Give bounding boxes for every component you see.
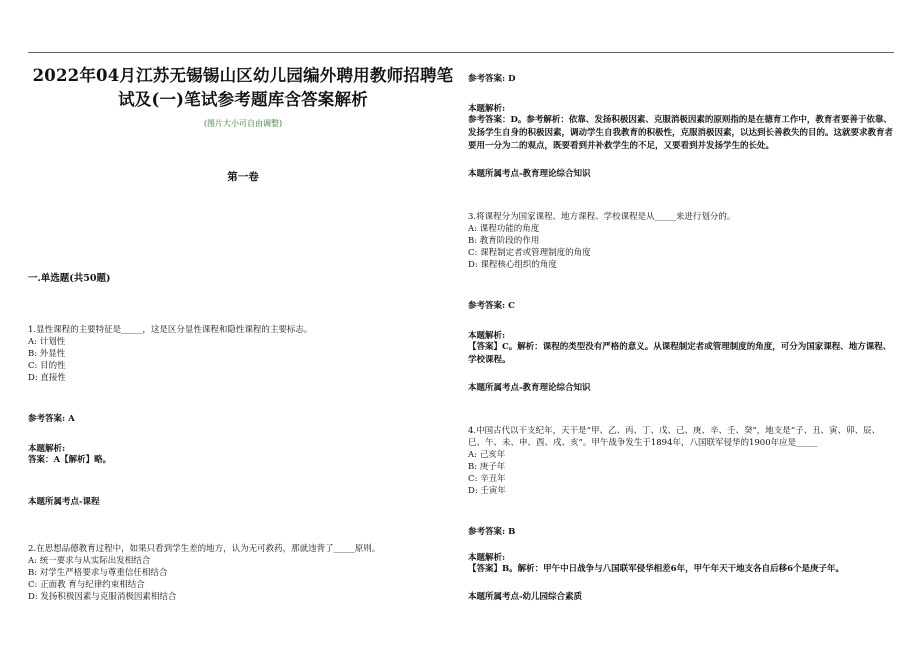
explanation-text: 【答案】B。解析：甲午中日战争与八国联军侵华相差6年，甲午年天干地支各自后移6个是庚子年。 bbox=[468, 564, 845, 574]
topic-line: 本题所属考点-教育理论综合知识 bbox=[468, 383, 591, 393]
question-option: B: 外显性 bbox=[28, 349, 66, 359]
explanation-text: 【答案】C。解析：课程的类型没有严格的意义。从课程制定者或管理制度的角度，可分为国家课程、地方课程、学校课程。 bbox=[468, 342, 892, 365]
right-column bbox=[468, 64, 894, 602]
question-option: B: 教育阶段的作用 bbox=[468, 236, 540, 246]
volume-heading: 第一卷 bbox=[227, 171, 259, 183]
question-option: C: 辛丑年 bbox=[468, 474, 506, 484]
question-stem: 2.在思想品德教育过程中，如果只看到学生差的地方，认为无可救药，那就违背了_____原则。 bbox=[28, 544, 381, 554]
explanation-text: 参考答案：D。参考解析：依靠、发扬积极因素、克服消极因素的原则指的是在德育工作中，教育者要善于依靠、发扬学生自身的积极因素，调动学生自我教育的积极性，克服消极因素，以达到长善救失的目的。这就要求教育者要用一分为二的观点，既要看到并补救学生的不足，又要看到并发扬学生的长处。 bbox=[468, 115, 894, 151]
topic-line: 本题所属考点-教育理论综合知识 bbox=[468, 169, 591, 179]
document-title: 2022年04月江苏无锡锡山区幼儿园编外聘用教师招聘笔试及(一)笔试参考题库含答案解析 bbox=[32, 66, 454, 109]
question-option: C: 目的性 bbox=[28, 361, 66, 371]
explanation-text: 答案：A【解析】略。 bbox=[28, 455, 112, 465]
section-heading: 一.单选题(共50题) bbox=[28, 273, 111, 284]
top-rule bbox=[28, 52, 894, 53]
answer-line: 参考答案: D bbox=[468, 74, 516, 84]
question-option: C: 课程制定者或管理制度的角度 bbox=[468, 248, 591, 258]
question-2 bbox=[28, 543, 458, 603]
question-4 bbox=[468, 425, 894, 497]
answer-line: 参考答案: C bbox=[468, 301, 515, 311]
question-stem: 3.将课程分为国家课程、地方课程、学校课程是从_____来进行划分的。 bbox=[468, 212, 736, 222]
topic-line: 本题所属考点-幼儿园综合素质 bbox=[468, 592, 583, 602]
question-option: D: 发扬积极因素与克服消极因素相结合 bbox=[28, 592, 177, 602]
question-option: C: 正面教 育与纪律约束相结合 bbox=[28, 580, 145, 590]
answer-line: 参考答案: B bbox=[468, 527, 516, 537]
question-option: A: 计划性 bbox=[28, 337, 66, 347]
question-option: D: 直接性 bbox=[28, 373, 66, 383]
question-stem: 1.显性课程的主要特征是_____，这是区分显性课程和隐性课程的主要标志。 bbox=[28, 325, 313, 335]
topic-line: 本题所属考点-课程 bbox=[28, 497, 100, 507]
left-column bbox=[28, 64, 458, 603]
explanation-label: 本题解析: bbox=[28, 444, 66, 454]
document-subtitle: (图片大小可自由调整) bbox=[203, 119, 283, 128]
explanation-label: 本题解析: bbox=[468, 331, 506, 341]
explanation-label: 本题解析: bbox=[468, 553, 506, 563]
question-3 bbox=[468, 211, 894, 271]
question-option: B: 对学生严格要求与尊重信任相结合 bbox=[28, 568, 168, 578]
question-stem: 4.中国古代以干支纪年，天干是“甲、乙、丙、丁、戊、己、庚、辛、壬、癸”，地支是“子、丑、寅、卯、辰、巳、午、未、申、酉、戌、亥”。甲午战争发生于1894年，八国联军侵华的1900年应是_____ bbox=[468, 426, 881, 448]
question-option: A: 统一要求与从实际出发相结合 bbox=[28, 556, 151, 566]
question-option: A: 课程功能的角度 bbox=[468, 224, 540, 234]
answer-line: 参考答案: A bbox=[28, 414, 75, 424]
question-option: D: 课程核心组织的角度 bbox=[468, 260, 557, 270]
explanation-label: 本题解析: bbox=[468, 104, 506, 114]
question-option: D: 壬寅年 bbox=[468, 486, 506, 496]
question-option: B: 庚子年 bbox=[468, 462, 506, 472]
question-option: A: 己亥年 bbox=[468, 450, 506, 460]
question-1 bbox=[28, 324, 458, 384]
